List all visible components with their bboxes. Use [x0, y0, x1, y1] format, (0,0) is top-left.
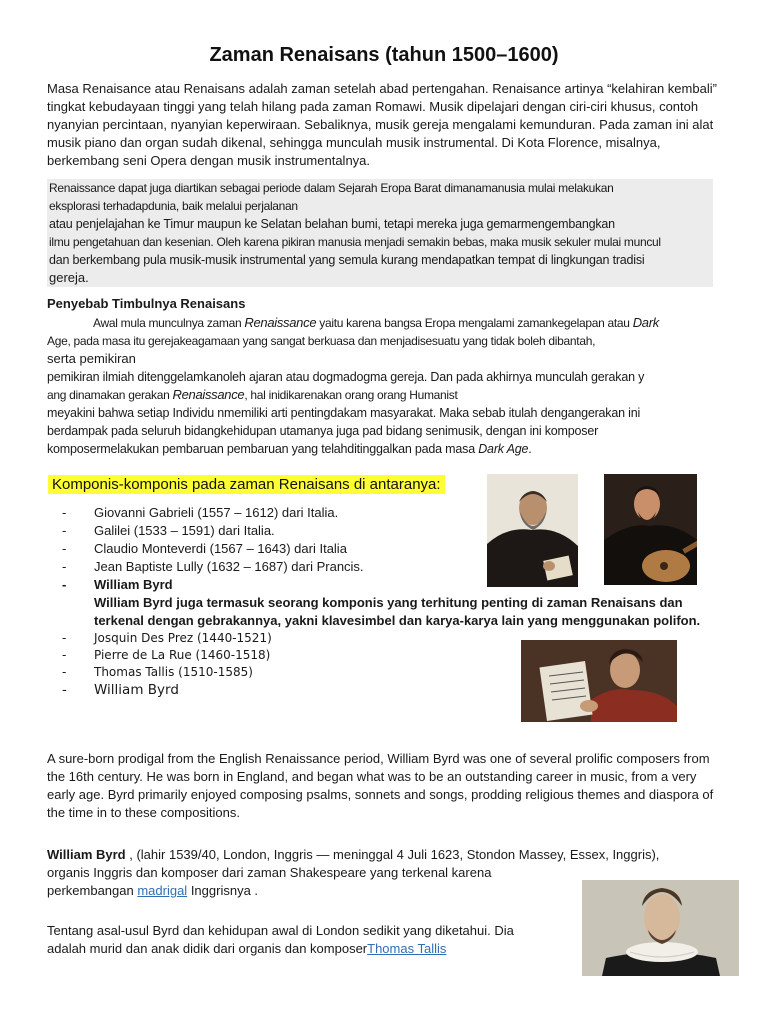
list-dash: -: [62, 523, 67, 538]
list-item-text: William Byrd: [94, 577, 173, 592]
causes-line: [47, 314, 727, 332]
text-run: adalah murid dan anak didik dari organis dan komposer: [47, 941, 368, 956]
shaded-line: Renaissance dapat juga diartikan sebagai periode dalam Sejarah Eropa Barat dimanamanusia mulai melakukan: [49, 181, 614, 195]
list-dash: -: [62, 631, 67, 645]
list-dash: -: [62, 505, 67, 520]
portrait-william-byrd-image: [582, 880, 739, 976]
text-run: yaitu karena bangsa Eropa mengalami zamankegelapan atau: [316, 316, 633, 330]
text-run: Tentang asal-usul Byrd dan kehidupan awal di London sedikit yang diketahui. Dia: [47, 923, 514, 938]
portrait-william-byrd-svg: [582, 880, 739, 976]
list-dash: -: [62, 665, 67, 679]
byrd-description: [62, 594, 722, 630]
portrait-sheet-music-image: [521, 640, 677, 722]
shaded-line: ilmu pengetahuan dan kesenian. Oleh karena pikiran manusia menjadi semakin bebas, maka musik sekuler mulai muncul: [49, 235, 661, 249]
text-run-italic: Dark Age: [478, 442, 529, 456]
section-heading-causes: Penyebab Timbulnya Renaisans: [47, 296, 246, 311]
shaded-line: eksplorasi terhadapdunia, baik melalui perjalanan: [49, 199, 298, 213]
list-item-text: Claudio Monteverdi (1567 – 1643) dari Italia: [94, 541, 347, 556]
text-run: .: [528, 442, 532, 456]
causes-paragraph: [47, 314, 727, 458]
list-dash: -: [62, 648, 67, 662]
text-run: organis Inggris dan komposer dari zaman Shakespeare yang terkenal karena: [47, 865, 492, 880]
portrait-sheet-music-svg: [521, 640, 677, 722]
english-paragraph: A sure-born prodigal from the English Renaissance period, William Byrd was one of several prolific composers from the 16th century. He was born in England, and began what was to be an outstanding career in music, from a very early age. Byrd primarily enjoyed composing psalms, sonnets and songs, prodding religious themes and diaspora of the time in to these compositions.: [47, 751, 714, 820]
byrd-description-line: William Byrd juga termasuk seorang komponis yang terhitung penting di zaman Renaisans dan: [94, 595, 683, 610]
list-dash: -: [62, 559, 67, 574]
text-run: komposermelakukan pembaruan pembaruan yang telahditinggalkan pada masa: [47, 442, 479, 456]
list-item-text: Galilei (1533 – 1591) dari Italia.: [94, 523, 275, 538]
text-run: , hal inidikarenakan orang orang Humanist: [244, 388, 458, 402]
text-run: Awal mula munculnya zaman: [93, 316, 245, 330]
shaded-paragraph: [47, 179, 713, 287]
causes-line: serta pemikiran: [47, 351, 136, 366]
text-run-italic: Renaissance: [172, 387, 245, 402]
byrd-name: William Byrd: [47, 847, 126, 862]
causes-line: meyakini bahwa setiap Individu nmemiliki arti pentingdakam masyarakat. Maka sebab itulah dengangerakan ini: [47, 406, 641, 420]
list-item-text: Giovanni Gabrieli (1557 – 1612) dari Italia.: [94, 505, 339, 520]
text-run: , (lahir 1539/40, London, Inggris — meninggal 4 Juli 1623, Stondon Massey, Essex, Inggris),: [125, 847, 660, 862]
thomas-tallis-link[interactable]: Thomas Tallis: [367, 941, 447, 956]
text-run: ang dinamakan gerakan: [47, 388, 173, 402]
text-run-italic: Renaissance: [244, 315, 317, 330]
portrait-lute-player-image: [604, 474, 697, 585]
composers-heading: Komponis-komponis pada zaman Renaisans di antaranya:: [48, 475, 445, 494]
text-run-italic: Dark: [632, 315, 659, 330]
list-dash: -: [62, 541, 67, 556]
text-run: perkembangan: [47, 883, 138, 898]
byrd-description-line: terkenal dengan gebrakannya, yakni klavesimbel dan karya-karya lain yang menggunakan polifon.: [94, 613, 701, 628]
causes-line: [47, 386, 727, 404]
list-item-text: Josquin Des Prez (1440-1521): [94, 631, 272, 645]
list-item-text: William Byrd: [94, 682, 179, 698]
page-title: Zaman Renaisans (tahun 1500–1600): [209, 44, 559, 66]
list-item-text: Pierre de La Rue (1460-1518): [94, 648, 271, 662]
madrigal-link[interactable]: madrigal: [137, 883, 188, 898]
shaded-line: gereja.: [49, 270, 89, 285]
origin-paragraph: [47, 922, 567, 958]
list-dash: -: [62, 577, 67, 592]
causes-line: [47, 440, 727, 458]
portrait-lute-player-svg: [604, 474, 697, 585]
causes-line: Age, pada masa itu gerejakeagamaan yang sangat berkuasa dan menjadisesuatu yang tidak boleh dibantah,: [47, 334, 596, 348]
causes-line: pemikiran ilmiah ditenggelamkanoleh ajaran atau dogmadogma gereja. Dan pada akhirnya munculah gerakan y: [47, 370, 645, 384]
portrait-monteverdi-image: [487, 474, 578, 587]
list-item-text: Jean Baptiste Lully (1632 – 1687) dari Prancis.: [94, 559, 364, 574]
text-run: Inggrisnya .: [187, 883, 259, 898]
intro-paragraph: Masa Renaisance atau Renaisans adalah zaman setelah abad pertengahan. Renaisance artinya “kelahiran kembali” tingkat kebudayaan tinggi yang telah hilang pada zaman Romawi. Musik dipelajari dengan ciri-ciri khusus, contoh nyanyian percintaan, nyanyian keperwiraan. Sebaliknya, musik gereja mengalami kemunduran. Pada zaman ini alat musik piano dan organ sudah dikenal, sehingga munculah musik instrumental. Di Kota Florence, misalnya, berkembang seni Opera dengan musik instrumentalnya.: [47, 81, 717, 168]
portrait-monteverdi-svg: [487, 474, 578, 587]
list-dash: -: [62, 682, 67, 698]
shaded-line: atau penjelajahan ke Timur maupun ke Selatan belahan bumi, tetapi mereka juga gemarmengembangkan: [49, 217, 615, 231]
list-item-text: Thomas Tallis (1510-1585): [94, 665, 253, 679]
causes-line: berdampak pada seluruh bidangkehidupan utamanya juga pad bidang senimusik, dengan ini komposer: [47, 424, 599, 438]
shaded-line: dan berkembang pula musik-musik instrumental yang semula kurang mendapatkan tempat di lingkungan tradisi: [49, 253, 645, 267]
